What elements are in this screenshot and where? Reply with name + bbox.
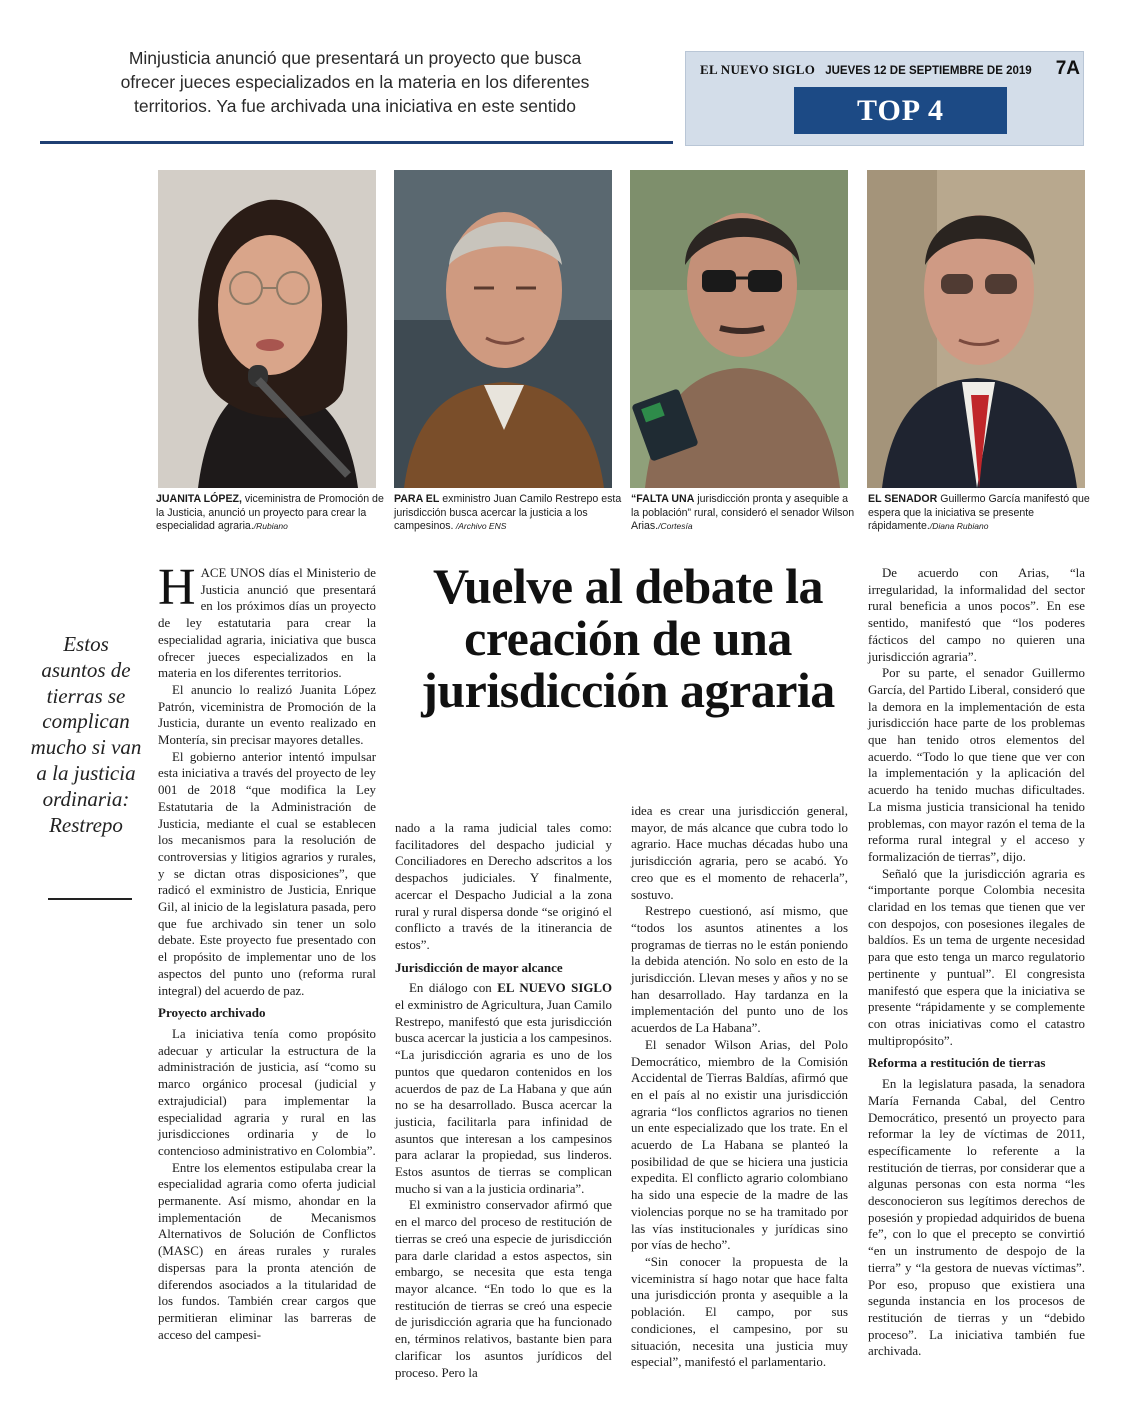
deck-line: ofrecer jueces especializados en la materia en los diferentes — [120, 72, 590, 92]
page-number: 7A — [1055, 58, 1080, 79]
caption-lead: JUANITA LÓPEZ, — [156, 493, 242, 505]
article-paragraph: Entre los elementos estipulaba crear la especialidad agraria como oferta judicial permanente. Así mismo, ahondar en la implementación de Mecanismos Alternativos de Solución de Conflictos (MASC) en áreas rurales y rurales dispersas para la pronta atención de diferendos asociados a la titularidad de los fundos. También crear cargos que permitieran eliminar las barreras de acceso del campesi- — [158, 1160, 376, 1342]
photo-credit: /Rubiano — [253, 521, 288, 532]
drop-cap: H — [158, 559, 196, 616]
caption-text: jurisdicción pronta y asequible a la población” rural, consideró el senador Wilson Arias. — [631, 493, 855, 533]
article-column-1 — [158, 559, 376, 1343]
subhead: Jurisdicción de mayor alcance — [395, 959, 563, 975]
article-paragraph: La iniciativa tenía como propósito adecuar y articular la estructura de la administración de justicia, así “como su marco orgánico procesal (judicial y extrajudicial) para implementar la especialidad agraria y rural en las jurisdicciones ordinaria y de lo contencioso administrativo en Colombia”. — [158, 1026, 376, 1158]
article-paragraph: idea es crear una jurisdicción general, mayor, de más alcance que cubra todo lo agrario. Hace muchas décadas hubo una jurisdicción agraria, pero se acabó. Yo creo que es el momento de rehacerla”, sostuvo. — [631, 804, 848, 902]
pull-quote-rule — [48, 898, 132, 900]
article-paragraph: En la legislatura pasada, la senadora María Fernanda Cabal, del Centro Democrático, presentó un proyecto para reformar la ley de víctimas de 2011, específicamente lo referente a la restitución de tierras, por considerar que a algunas personas con esta norma “les desconocieron sus legítimos derechos de posesión y propiedad adquiridos de buena fe”, con lo que el precepto se convirtió “en un instrumento de despojo de la tierra” y “la gestora de nuevas víctimas”. Por eso, propuso que existiera una segunda instancia en los procesos de restitución de tierras y un “debido proceso”. La iniciativa también fue archivada. — [868, 1077, 1085, 1359]
text-run: el exministro de Agricultura, Juan Camilo Restrepo, manifestó que esta jurisdicción busca acercar la justicia a los campesinos. “La jurisdicción agraria es uno de los puntos que quedaron contenidos en los acuerdos de paz de La Habana y que aún no se ha desarrollado. Busca acercar la justicia, facilitarla para infinidad de asuntos que interesan a los campesinos para aclarar la propiedad, sus linderos. Estos asuntos de tierras se complican mucho si van a la justicia ordinaria”. — [395, 998, 612, 1196]
lead-caps: ACE UNOS — [200, 566, 266, 580]
caption-text: viceministra de Promoción de la Justicia, anunció un proyecto para crear la especialidad agraria. — [156, 493, 384, 533]
newspaper-mention: EL NUEVO SIGLO — [497, 981, 613, 996]
photo-credit: /Diana Rubiano — [929, 521, 989, 532]
text-run: En diálogo con — [409, 981, 498, 996]
photo-guillermo-garcia — [867, 170, 1085, 488]
deck-summary — [60, 46, 650, 118]
caption-lead: EL SENADOR — [868, 493, 938, 505]
article-column-4 — [868, 565, 1085, 1360]
deck-line: territorios. Ya fue archivada una iniciativa en este sentido — [134, 96, 576, 116]
photo-wilson-arias — [630, 170, 848, 488]
article-paragraph: Restrepo cuestionó, así mismo, que “todos los asuntos atinentes a los programas de tierras no le están poniendo la debida atención. No solo en esto de la jurisdicción. Llevan meses y años y no se han desarrollado. Hay tardanza en la implementación del punto uno de los acuerdos de La Habana”. — [631, 904, 848, 1036]
article-paragraph: De acuerdo con Arias, “la irregularidad, la informalidad del sector rural beneficia a unos pocos”. En ese sentido, manifestó que “los poderes fácticos del campo no quieren una jurisdicción agraria”. — [868, 566, 1085, 664]
article-paragraph — [158, 559, 376, 682]
photo-juanita-lopez — [158, 170, 376, 488]
deck-line: Minjusticia anunció que presentará un proyecto que busca — [128, 48, 582, 68]
deck-divider — [40, 141, 673, 144]
article-paragraph: nado a la rama judicial tales como: facilitadores del despacho judicial y Conciliadores en Derecho adscritos a los despachos judiciales. Y finalmente, acercar el Despacho Judicial a la zona rural y rural dispersa donde “se originó el conflicto a través de la itinerancia de estos”. — [395, 821, 612, 952]
article-paragraph: El senador Wilson Arias, del Polo Democrático, miembro de la Comisión Accidental de Tierras Baldías, afirmó que en el país al no existir una jurisdicción agraria “los conflictos agrarios no tienen un ente especializado que los trate. En el acuerdo de La Habana se planteó la posibilidad de que se hiciera una justicia expedita. El conflicto agrario colombiano ha sido una especie de la madre de las violencias porque no se ha tramitado por las vías institucionales y jurídicas sino por vías de hecho”. — [631, 1037, 848, 1253]
caption-wilson-arias — [631, 493, 859, 534]
article-paragraph: Señaló que la jurisdicción agraria es “importante porque Colombia necesita claridad en los temas que tienen que ver con despojos, con posesiones ilegales de baldíos. Es un tema de urgente necesidad para que esto tenga un marco regulatorio pertinente y puntual”. El congresista manifestó que espera que la iniciativa se presente “rápidamente y se complemente con otras iniciativas como el catastro multipropósito”. — [868, 866, 1085, 1048]
caption-text: Guillermo García manifestó que espera que la iniciativa se presente rápidamente. — [868, 493, 1090, 533]
caption-juan-camilo-restrepo — [394, 493, 622, 534]
article-paragraph: El anuncio lo realizó Juanita López Patrón, viceministra de Promoción de la Justicia, durante un evento realizado en Montería, sin precisar mayores detalles. — [158, 682, 376, 748]
newspaper-name: EL NUEVO SIGLO — [700, 62, 816, 77]
issue-date: JUEVES 12 DE SEPTIEMBRE DE 2019 — [825, 65, 1032, 77]
pull-quote: Estos asuntos de tierras se complican mucho si van a la justicia ordinaria: Restrepo — [30, 632, 142, 837]
article-column-2 — [395, 820, 612, 1381]
article-paragraph: Por su parte, el senador Guillermo García, del Partido Liberal, consideró que la demora en la implementación de esta jurisdicción hace parte de los problemas que han tenido otros elementos del acuerdo. “Todo lo que tiene que ver con la implementación y la aplicación del acuerdo ha tenido muchas dificultades. La misma justicia transicional ha tenido problemas, con mayor razón el tema de la reforma rural integral y el acceso y formalización de tierras”, dijo. — [868, 666, 1085, 864]
article-paragraph: “Sin conocer la propuesta de la viceministra sí hago notar que hace falta una jurisdicción pronta y asequible a la población. El campo, por sus condiciones, el campesino, por su situación, necesita una justicia muy especial”, manifestó el parlamentario. — [631, 1254, 848, 1370]
page-header-line — [700, 58, 1080, 80]
caption-lead: “FALTA UNA — [631, 493, 695, 505]
lead-text: días el Ministerio de Justicia anunció que presentará en los próximos días un proyecto de ley estatutaria para crear la especialidad agraria, iniciativa que busca ofrecer jueces especializados en la materia en los diferentes territorios. — [158, 566, 376, 681]
article-paragraph: El gobierno anterior intentó impulsar esta iniciativa a través del proyecto de ley 001 de 2018 “que modifica la Ley Estatutaria de la Administración de Justicia, mediante el cual se establecen los mecanismos para la resolución de controversias y litigios agrarios y rurales, y se dictan otras disposiciones”, que radicó el exministro de Justicia, Enrique Gil, al inicio de la legislatura pasada, pero que fue archivado sin tener un solo debate. Este proyecto fue presentado con el propósito de implementar uno de los aspectos del punto uno (reforma rural integral) del acuerdo de paz. — [158, 749, 376, 998]
caption-guillermo-garcia — [868, 493, 1096, 534]
subhead: Proyecto archivado — [158, 1005, 266, 1021]
headline: Vuelve al debate la creación de una jurisdicción agraria — [421, 558, 835, 718]
article-paragraph — [395, 980, 612, 1197]
caption-lead: PARA EL — [394, 493, 440, 505]
subhead: Reforma a restitución de tierras — [868, 1055, 1046, 1071]
photo-juan-camilo-restrepo — [394, 170, 612, 488]
photo-credit: /Archivo ENS — [453, 521, 507, 532]
article-column-3 — [631, 803, 848, 1371]
article-paragraph: El exministro conservador afirmó que en el marco del proceso de restitución de tierras se creó una especie de jurisdicción para darle claridad a estos aspectos, sin embargo, se necesita que esta tenga mayor alcance. “En todo lo que es la restitución de tierras se creó una especie de jurisdicción agraria que ha funcionado en, términos relativos, bastante bien para clarificar los asuntos jurídicos del proceso. Pero la — [395, 1198, 612, 1380]
caption-juanita-lopez — [156, 493, 384, 534]
section-label: TOP 4 — [794, 87, 1007, 134]
caption-text: exministro Juan Camilo Restrepo esta jurisdicción busca acercar la justicia a los campesinos. — [394, 493, 622, 533]
photo-credit: /Cortesía — [658, 521, 693, 532]
